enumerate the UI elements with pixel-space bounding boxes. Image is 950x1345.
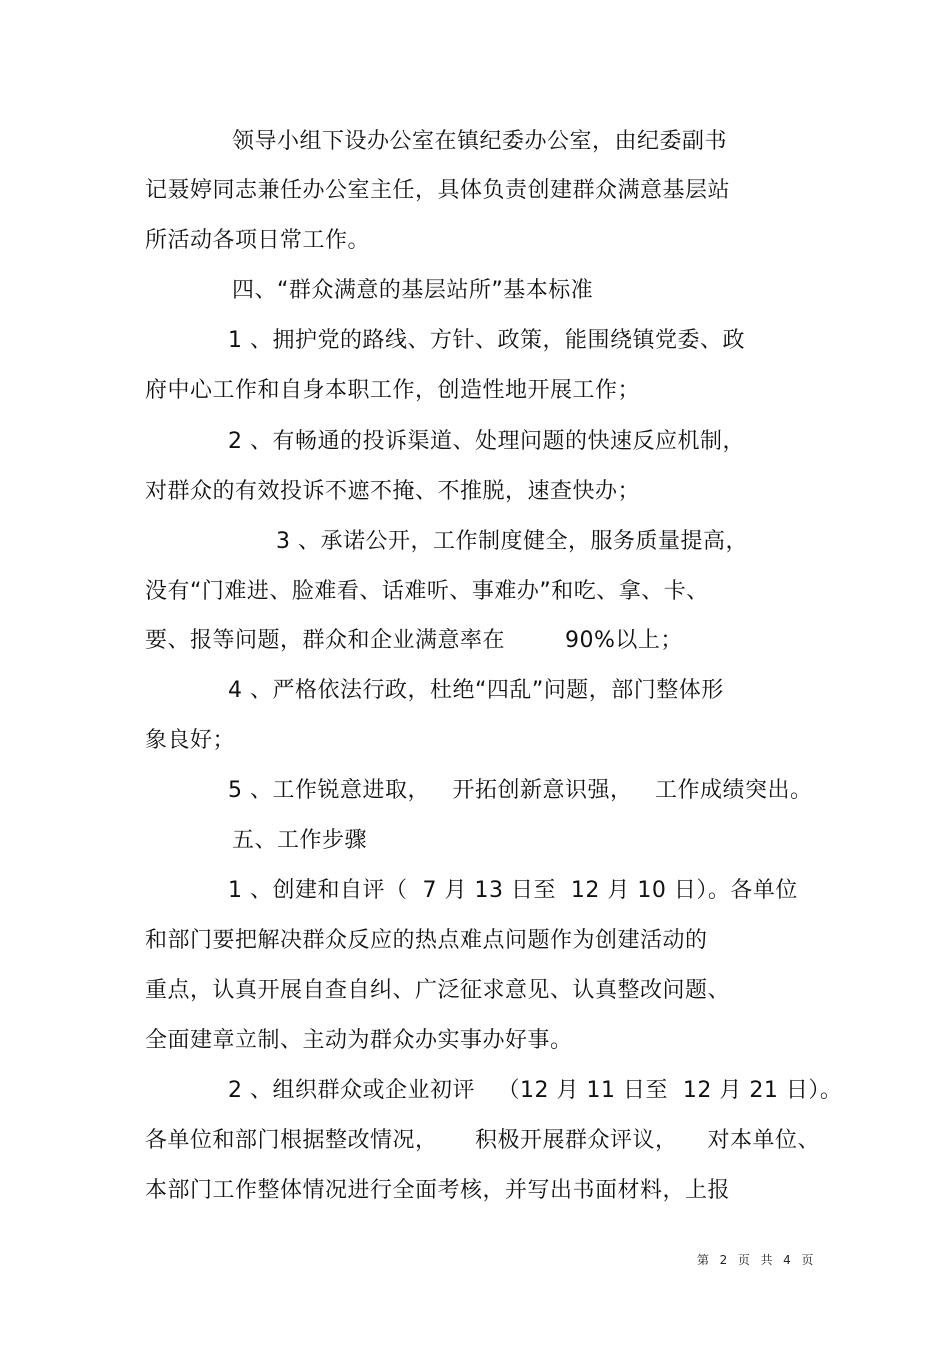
text-line: 所活动各项日常工作。 <box>145 228 371 253</box>
text-line: 没有“门难进、脸难看、话难听、事难办”和吃、拿、卡、 <box>145 579 709 604</box>
text-line: 3 、承诺公开，工作制度健全，服务质量提高， <box>276 529 748 554</box>
text-line: 对群众的有效投诉不遮不掩、不推脱，速查快办； <box>145 479 641 504</box>
section-heading: 五、工作步骤 <box>232 828 368 853</box>
text-line: 全面建章立制、主动为群众办实事办好事。 <box>145 1028 573 1053</box>
text-line: 2 、有畅通的投诉渠道、处理问题的快速反应机制， <box>228 429 745 454</box>
text-line: 1 、创建和自评（ 7 月 13 日至 12 月 10 日）。各单位 <box>228 878 798 903</box>
text-line: 5 、工作锐意进取， 开拓创新意识强， 工作成绩突出。 <box>228 778 813 803</box>
text-line: 1 、拥护党的路线、方针、政策，能围绕镇党委、政 <box>228 328 745 353</box>
text-line: 2 、组织群众或企业初评 （12 月 11 日至 12 月 21 日）。 <box>228 1078 843 1103</box>
text-line: 4 、严格依法行政，杜绝“四乱”问题，部门整体形 <box>228 678 724 703</box>
section-heading: 四、“群众满意的基层站所”基本标准 <box>232 278 594 303</box>
text-line: 象良好； <box>145 728 236 753</box>
text-line: 府中心工作和自身本职工作，创造性地开展工作； <box>145 378 641 403</box>
text-line: 和部门要把解决群众反应的热点难点问题作为创建活动的 <box>145 928 708 953</box>
text-line: 重点，认真开展自查自纠、广泛征求意见、认真整改问题、 <box>145 978 731 1003</box>
text-line: 记聂婷同志兼任办公室主任，具体负责创建群众满意基层站 <box>145 178 731 203</box>
text-line: 各单位和部门根据整改情况， 积极开展群众评议， 对本单位、 <box>145 1128 820 1153</box>
page-number-footer: 第 2 页 共 4 页 <box>697 1253 815 1267</box>
text-line: 本部门工作整体情况进行全面考核，并写出书面材料，上报 <box>145 1178 731 1203</box>
text-line: 领导小组下设办公室在镇纪委办公室，由纪委副书 <box>232 129 728 154</box>
text-line: 要、报等问题，群众和企业满意率在 90%以上； <box>145 628 683 653</box>
